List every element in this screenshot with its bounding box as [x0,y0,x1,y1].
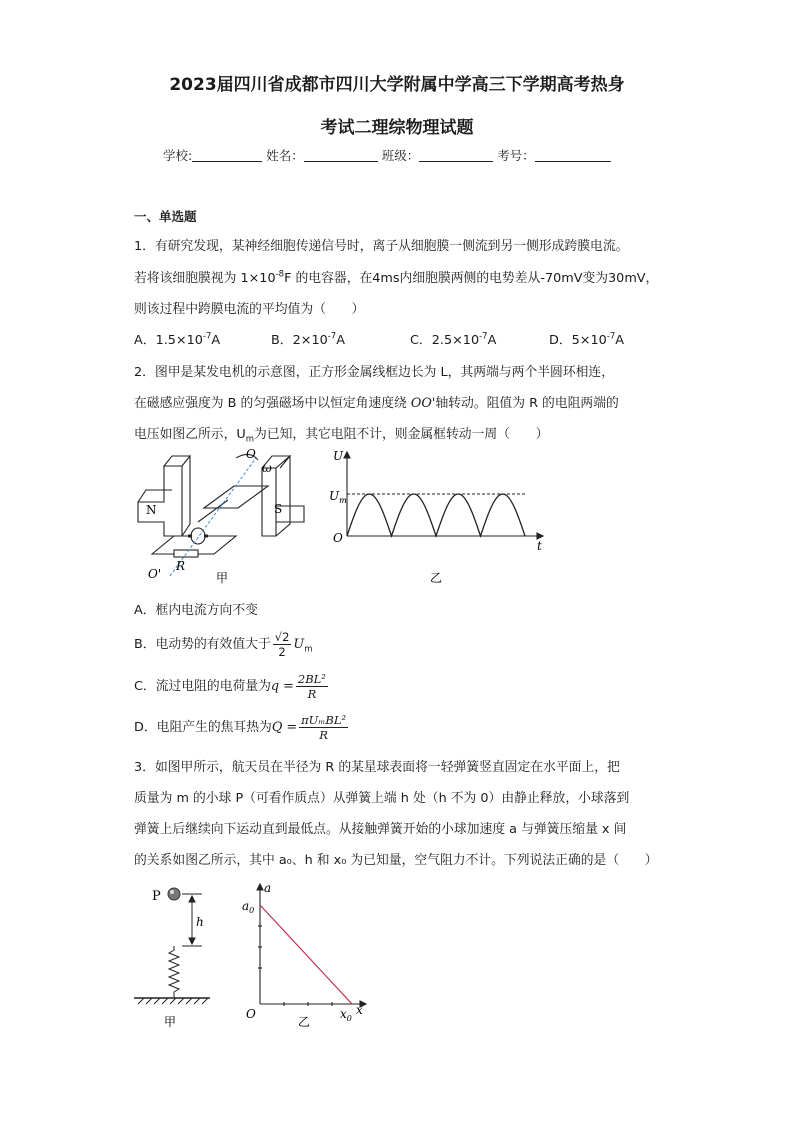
figure-jia-caption: 甲 [216,571,229,585]
figure-yi-caption: 乙 [430,571,443,585]
q2-line2: 在磁感应强度为 B 的匀强磁场中以恒定角速度绕 OO'轴转动。阻值为 R 的电阻两端的 [134,396,619,411]
magnet-s-label: S [274,502,283,516]
q1-option-a[interactable]: A．$1.5\times 10^{-7}A$ [134,331,221,348]
acceleration-line [260,905,352,1004]
figure-jia-caption-q3: 甲 [164,1015,177,1028]
origin-label: O [246,1007,256,1021]
q3-line2: 质量为 m 的小球 P（可看作质点）从弹簧上端 h 处（h 不为 0）由静止释放，小球落到 [134,791,630,806]
q3-line3: 弹簧上后继续向下运动直到最低点。从接触弹簧开始的小球加速度 a 与弹簧压缩量 x 间 [134,822,627,837]
x0-tick-label: $x_0$ [340,1007,352,1023]
exam-no-label: 考号： [497,148,535,163]
axis-o-label: O [246,447,256,461]
q2-option-a[interactable]: A．框内电流方向不变 [134,603,258,618]
section-heading: 一、单选题 [134,209,197,224]
q1-option-d[interactable]: D．$5\times 10^{-7}A$ [549,331,625,348]
x-axis-label: x [356,1003,363,1017]
x-axis-label: t [537,539,542,553]
class-label: 班级： [381,148,420,163]
resistor-r-label: R [176,559,186,573]
q1-option-c[interactable]: C．$2.5\times 10^{-7}A$ [410,331,497,348]
ball-p-label: P [152,889,161,904]
spring-diagram [134,880,234,1028]
name-blank[interactable] [304,149,378,162]
acceleration-chart [240,880,370,1028]
generator-diagram [134,446,310,588]
omega-label: ω [262,461,272,475]
q2-option-b[interactable]: B．电动势的有效值大于 $\frac{√2}{2}$ $U_m$ [134,630,313,659]
figure-yi-caption-q3: 乙 [298,1015,311,1028]
school-blank[interactable] [192,149,262,162]
q1-line1: 1．有研究发现，某神经细胞传递信号时，离子从细胞膜一侧流到另一侧形成跨膜电流。 [134,239,629,254]
class-blank[interactable] [419,149,493,162]
um-tick-label: $U_m$ [329,489,347,505]
exam-no-blank[interactable] [535,149,611,162]
height-h-label: h [196,915,204,929]
a0-tick-label: $a_0$ [242,899,255,915]
voltage-chart [325,446,551,588]
q2-option-d[interactable]: D．电阻产生的焦耳热为Q = $\frac{\text{πUₘBL²}}{R}$ [134,713,347,742]
ball-p [168,888,180,900]
spring [169,946,179,998]
rectified-sine-curve [347,494,525,536]
q1-line3: 则该过程中跨膜电流的平均值为（ ） [134,302,365,317]
origin-label: O [333,531,343,545]
student-info-fields [163,146,611,164]
q2-line1: 2．图甲是某发电机的示意图，正方形金属线框边长为 L，其两端与两个半圆环相连， [134,365,615,380]
axis-o-prime-label: O' [148,567,162,581]
q1-option-b[interactable]: B．$2\times 10^{-7}A$ [271,331,345,348]
y-axis-label: a [264,881,272,895]
q2-option-c[interactable]: C．流过电阻的电荷量为q = $\frac{\text{2BL²}}{R}$ [134,672,326,701]
q3-line1: 3．如图甲所示，航天员在半径为 R 的某星球表面将一轻弹簧竖直固定在水平面上，把 [134,760,620,775]
page-title-line1: 2023届四川省成都市四川大学附属中学高三下学期高考热身 [169,75,625,95]
magnet-n-label: N [146,503,157,517]
school-label: 学校: [163,148,193,163]
page-title-line2: 考试二理综物理试题 [320,118,474,138]
q1-line2: 若将该细胞膜视为 $1\times 10^{-8}F$ 的电容器，在4ms内细胞膜两侧的电势差从-70mV变为30mV， [134,269,659,286]
name-label: 姓名： [266,148,304,163]
q3-line4: 的关系如图乙所示，其中 a₀、h 和 x₀ 为已知量，空气阻力不计。下列说法正确的是（ ） [134,853,658,868]
y-axis-label: U [333,449,344,463]
q2-line3: 电压如图乙所示，$U_m$为已知，其它电阻不计，则金属框转动一周（ ） [134,427,549,445]
